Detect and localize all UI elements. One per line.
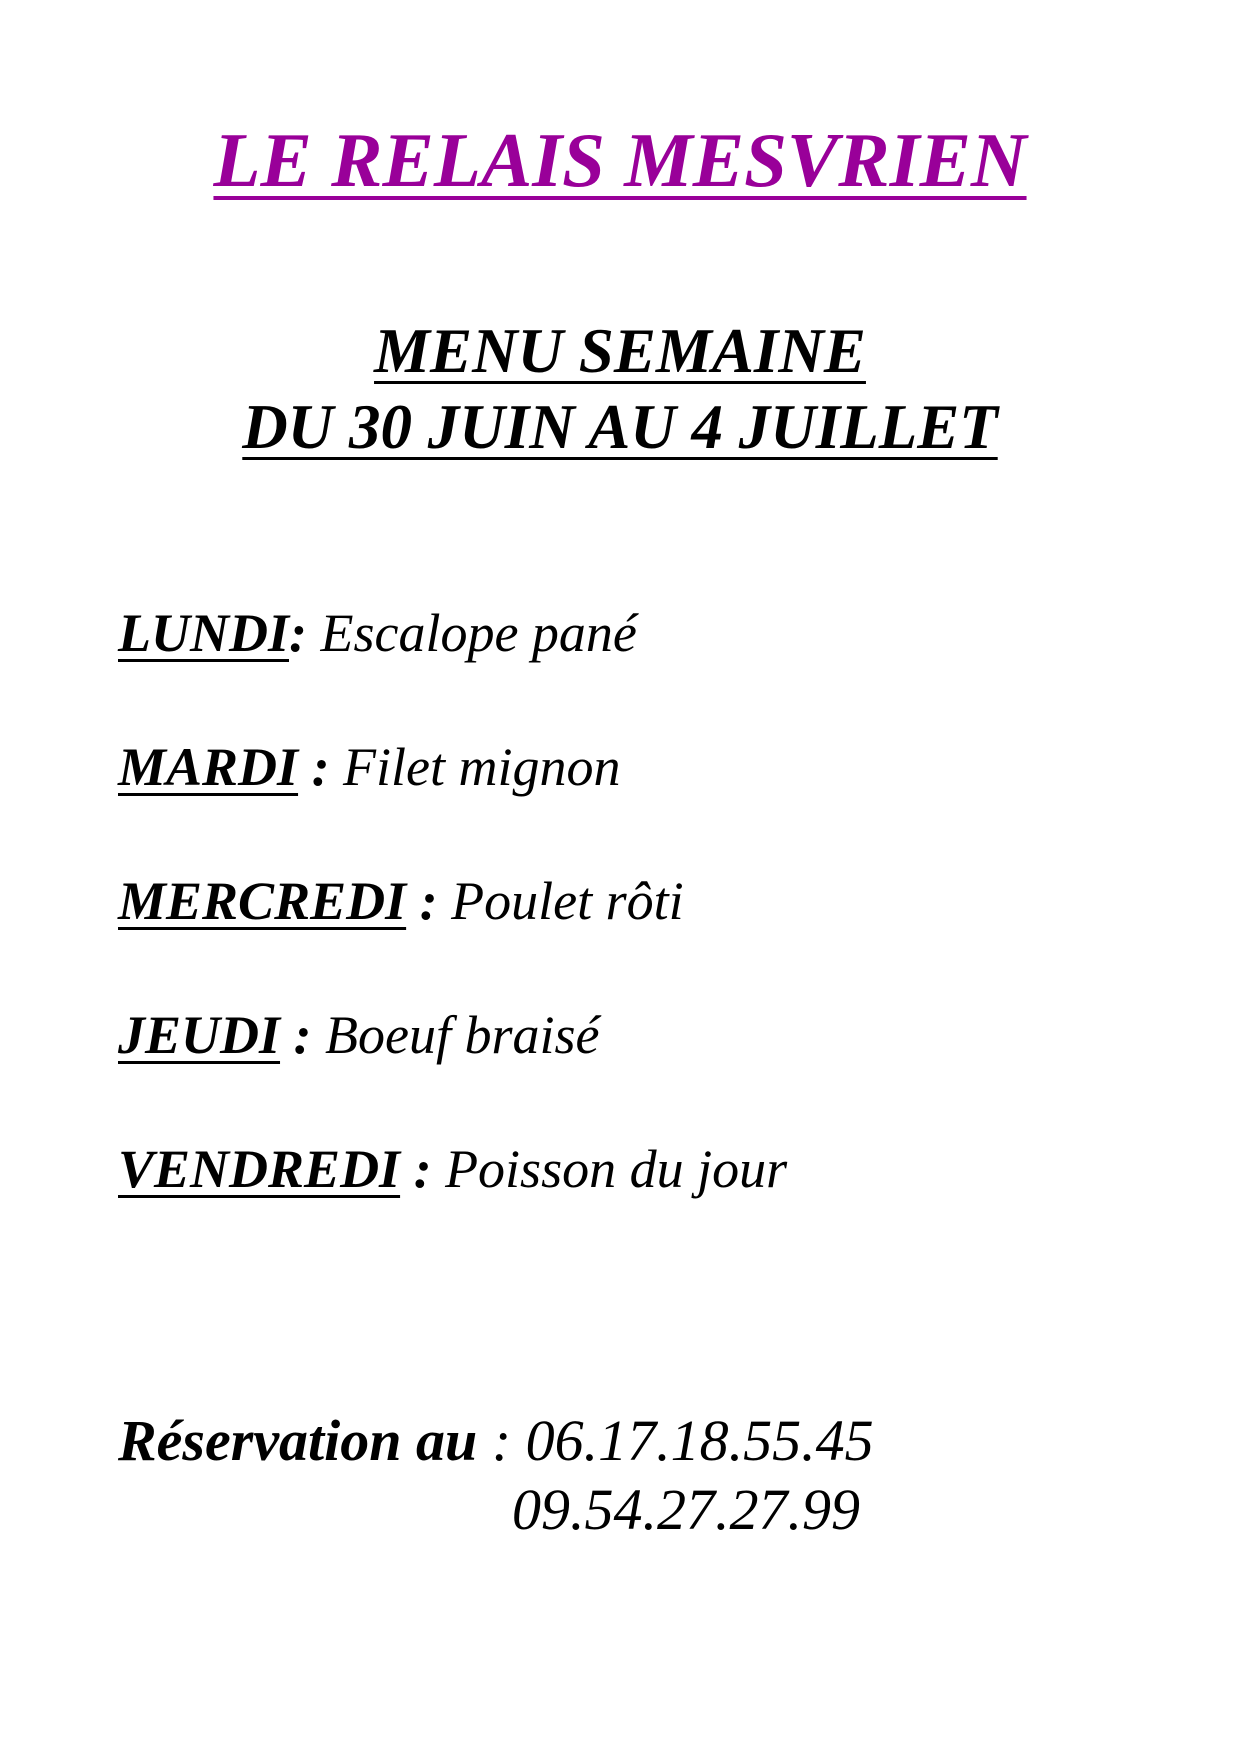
day-label: VENDREDI	[118, 1139, 401, 1199]
phone-number-secondary: 09.54.27.27.99	[512, 1477, 860, 1542]
day-separator: :	[293, 1005, 312, 1065]
menu-item-tuesday	[118, 737, 1168, 871]
day-separator: :	[419, 871, 438, 931]
day-label: MERCREDI	[118, 871, 407, 931]
dish-name: Boeuf braisé	[325, 1005, 600, 1065]
day-label: LUNDI	[118, 603, 289, 663]
dish-name: Escalope pané	[320, 603, 637, 663]
reservation-line	[118, 1407, 874, 1475]
day-separator: :	[289, 603, 307, 663]
menu-item-thursday	[118, 1005, 1168, 1139]
day-separator: :	[311, 737, 330, 797]
day-label: JEUDI	[118, 1005, 281, 1065]
menu-title: MENU SEMAINE	[374, 316, 866, 386]
menu-item-friday	[118, 1139, 1168, 1273]
menu-date-range: DU 30 JUIN AU 4 JUILLET	[242, 392, 998, 462]
dish-name: Filet mignon	[343, 737, 621, 797]
menu-item-monday	[118, 603, 1168, 737]
menu-item-wednesday	[118, 871, 1168, 1005]
dish-name: Poisson du jour	[445, 1139, 788, 1199]
day-label: MARDI	[118, 737, 299, 797]
reservation-separator: :	[491, 1408, 512, 1473]
weekly-menu-list	[118, 603, 1168, 1273]
restaurant-name: LE RELAIS MESVRIEN	[213, 117, 1027, 203]
reservation-label: Réservation au	[118, 1408, 478, 1473]
phone-number-primary: 06.17.18.55.45	[525, 1408, 874, 1473]
dish-name: Poulet rôti	[451, 871, 684, 931]
day-separator: :	[413, 1139, 432, 1199]
